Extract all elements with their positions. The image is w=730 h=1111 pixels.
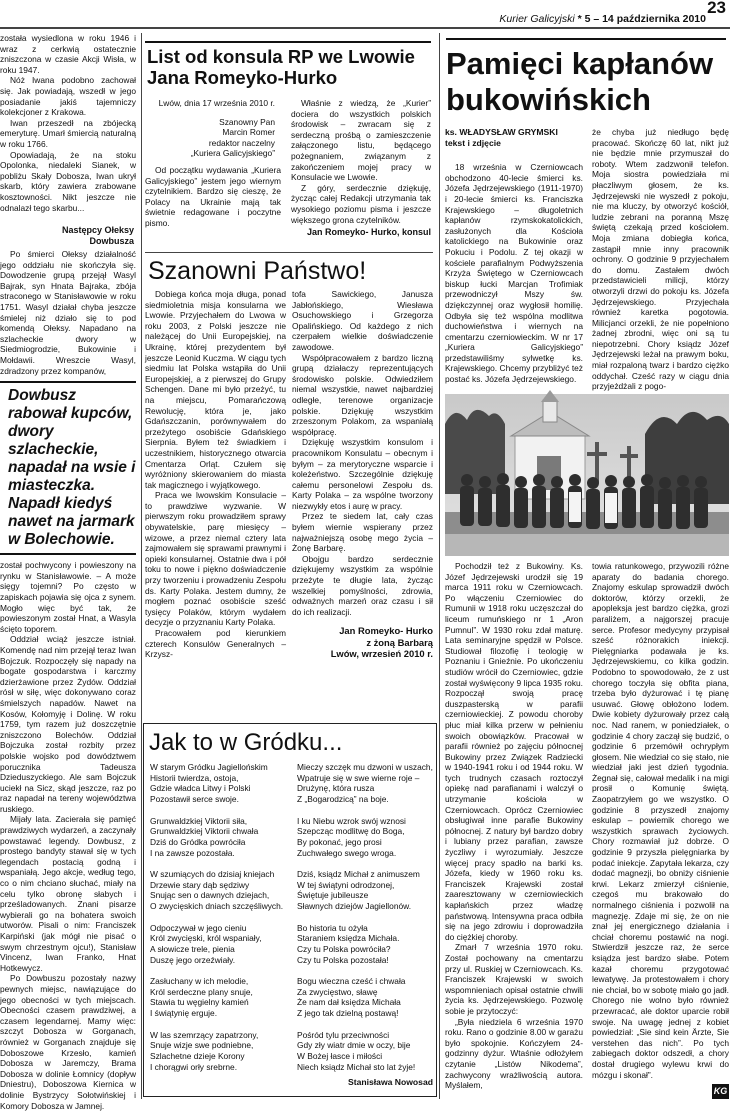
szanowni-para: Dobiega końca moja długa, ponad siedmioletnia misja konsularna we Lwowie. Przyjechałem do Lwowa w roku 2003, z Polski jeszcze nie należącej do Unii Europejskiej, na Ukrainę, której prezydentem był jeszcze Leonid Kuczma. W ciągu tych siedmiu lat Polska wstąpiła do Unii Europejskiej, a z pierwszej do Grupy Schengen. Dane mi było przeżyć, tu na miejscu, Pomarańczową Rewolucję, która je, jako Gdańszczanin, porównywałem do przeżytego osobiście Gdańskiego Sierpnia. Byłem też świadkiem i uczestnikiem, historycznego otwarcia Cmentarza Orląt. Czułem się wyróżniony skierowaniem do miasta tak magicznego i wyjątkowego.	[145, 289, 286, 490]
column-divider	[439, 33, 440, 1099]
letter-date: Lwów, dnia 17 września 2010 r.	[158, 98, 275, 108]
poem-author: Stanisława Nowosad	[347, 1077, 433, 1087]
pamieci-left-upper	[445, 127, 583, 393]
col1-para: Iwan przeszedł na zbójecką emeryturę. Umarł śmiercią naturalną w roku 1766.	[0, 117, 136, 149]
cemetery-photo-image	[445, 394, 729, 556]
kg-logo: KG	[712, 1084, 729, 1099]
szanowni-col-right	[292, 289, 433, 711]
pamieci-para: Pochodził też z Bukowiny. Ks. Józef Jędrzejewski urodził się 19 marca 1911 roku w Czerniowcach. Po włączeniu Czerniowiec do Rumunii w 1918 roku uczęszczał do liceum rumuńskiego nr 1 „Aron Pumnul”. W 1930 roku zdał maturę. Lata seminaryjne spędził w Polsce. Studiował filozofię i teologię w Poznaniu i Gnieźnie. Po ukończeniu studiów wrócił do Czerniowiec, gdzie został wyświęcony 9 lipca 1935 roku. Rozpoczął swoją pracę duszpasterską w parafii czerniowieckiej. Z powodu choroby płuc miał kilka przerw w pełnieniu swoich obowiązków. Pracował w parafii również po zajęciu północnej Bukowiny przez Związek Radziecki w 1940-1941 roku i od 1944 roku. W tych trudnych czasach roztoczył opiekę nad parafianami i walczył o utrzymanie kościoła w Czerniowcach. Oprócz Czerniowiec obsługiwał inne parafie Bukowiny północnej. Z natury był bardzo dobry i lubiany przez parafian, zawsze życzliwy i wyrozumiały. Jeszcze więcej pracy spadło na barki ks. Józefa, kiedy w 1960 roku ks. Franciszek Krajewski został zaaresztowany w czerniowieckich kapłańskich przez władzę państwową. Intensywna praca odbiła się na jego zdrowiu i doprowadziła do ciężkiej choroby.	[445, 561, 583, 942]
poem-stanza: W starym Gródku Jagiellońskim Historii twierdza, ostoja, Gdzie władca Litwy i Polski Pozostawił serce swoje.	[150, 762, 268, 805]
szanowni-para: Obojgu bardzo serdecznie dziękujemy wszystkim za wspólnie przeżyte te długie lata, życząc wszelkiej pomyślności, zdrowia, odważnych marzeń oraz czasu i sił do ich realizacji.	[292, 553, 433, 617]
poem-stanza: Mieczy szczęk mu dzwoni w uszach, Wpatruje się w swe wierne roje – Drużynę, która rusza Z „Bogarodzicą” na boje.	[297, 762, 433, 805]
letter-bottom-rule	[145, 252, 433, 253]
letter-left	[145, 98, 281, 248]
poem-left	[150, 762, 288, 1083]
szanowni-para: Przez te siedem lat, cały czas byłem wiernie wspierany przez najważniejszą osobę mego życia – Żonę Barbarę.	[292, 511, 433, 554]
page-header	[0, 0, 730, 26]
letter-signature: Jan Romeyko- Hurko, konsul	[306, 227, 431, 238]
letter-title-line2: Jana Romeyko-Hurko	[147, 67, 338, 88]
pamieci-left-lower	[445, 561, 583, 1099]
pamieci-title-line1: Pamięci kapłanów	[446, 46, 714, 81]
poem-stanza: Bo historia tu ożyła Staraniem księdza Michała. Czy tu Polska powróciła? Czy tu Polska pozostała!	[297, 922, 400, 965]
pamieci-para: 18 września w Czerniowcach obchodzono 40-lecie śmierci ks. Józefa Jędrzejewskiego (1911-1970) i 20-lecie śmierci ks. Franciszka Krajewskiego – długoletnich kapłanów rzymskokatolickich, zasłużonych dla Kościoła katolickiego na Bukowinie oraz Pokuciu i Podolu. Z tej okazji w kościele parafialnym Podwyższenia Krzyża Świętego w Czerniowcach biskup łucki Marcjan Trofimiak przewodniczył Mszy św. dziękczynnej oraz wygłosił homilię. Odbyła się też wspólna modlitwa duchowieństwa i wiernych na cmentarzu czerniowieckim. W nr 17 „Kuriera Galicyjskiego” przedstawiliśmy sylwetkę ks. Krajewskiego. Chcemy przybliżyć też postać ks. Józefa Jędrzejewskiego.	[445, 162, 583, 385]
szanowni-para: Pracowałem pod kierunkiem czterech Konsulów Generalnych – Krzysz-	[145, 628, 286, 660]
pamieci-author: ks. WŁADYSŁAW GRYMSKI	[445, 127, 558, 137]
group-photo	[445, 394, 729, 556]
col1-para: Opowiadają, że na stoku Opolonka, niedaleki Sianek, w pobliżu Skały Dobosza, Iwan ukrył skarb, który zawiera zrabowane kosztowności. Nikt jeszcze nie odnalazł tego skarbu...	[0, 149, 136, 213]
letter-addressee: Szanowny Pan Marcin Romer redaktor naczelny „Kuriera Galicyjskiego”	[190, 116, 275, 159]
poem-stanza: I ku Niebu wzrok swój wznosi Szepcząc modlitwę do Boga, By pokonać, jego prosi Zuchwałego swego wroga.	[297, 815, 406, 858]
col1-para: Po śmierci Ołeksy działalność jego oddziału nie skończyła się. Dowodzenie grupą przejął Wasyl Bajrak, syn Hnata Bajraka, zbója straconego w Stanisławowie w roku 1751. Wasyl działał chyba jeszcze śmielej niż działo się to pod komendą Ołeksy. Napadano na szlacheckie dwory w Siedmiogrodzie, Bukowinie i Mołdawii. Wreszcie Wasyl, zdradzony przez kompanów,	[0, 249, 136, 376]
paper-title-line	[499, 13, 706, 25]
szanowni-para: Dziękuję wszystkim konsulom i pracownikom Konsulatu – obecnym i byłym – za merytoryczne wsparcie i koleżeństwo. Szczególnie dziękuję całemu personelowi Zespołu ds. Karty Polaka – za wspólne tworzony niezwykły etos i aurę w pracy.	[292, 437, 433, 511]
letter-title-line1: List od konsula RP we Lwowie	[147, 46, 415, 67]
pamieci-para: towia ratunkowego, przywozili różne aparaty do badania chorego. Znajomy eskulap sprowadził dwóch doktorów, którzy orzekli, że apopleksja jest bardzo ciężka, grozi paraliżem, a najgorszej pracuje serce. Profesor medycyny przypisał sześć różnorakich iniekcji. Pielęgniarka podawała je ks. Jędrzejewskiemu, co kilka godzin. Podobno to spowodowało, że z ust chorego toczyła się obfita piana, trzeba było dyżurować i tę pianę usuwać. Głowę obłożono lodem. Dwie kobiety dyżurowały przez całą noc. Nad ranem, w poniedziałek, o godzinie 4 chory zaczął się budzić, o godzinie 6 przemówił ochrypłym głosem. Nie wiedział co się stało, nie wiedział jaki jest dzień tygodnia. Żegnał się, całował medalik i na migi prosił o Komunię świętą. Zaopatrzyłem go we wszystko. O godzinie 8 przyszedł znajomy eskulap – powiemik chorego we wszystkich sprawach życiowych. Chory rozmawiał już dobrze. O godzinie 9 przyszła pielęgniarka by podać iniekcje. Zapytała lekarza, czy dodać magnezji, bo obniży ciśnienie krwi. Lekarz zmierzył ciśnienie, czegoś mu brakowało do normalnego ciśnienia i pozwolił na magnezję. Zdaje mi się, że on nie znał jej energicznego działania i chciał choremu postawić na nogi. Stwierdził jeszcze raz, że serce ksiądza jest bardzo słabe. Potem kazał choremu przygotować lewatywę. Ja protestowałem i chory nie chciał, bo w sobotę miało go jadł. Chorego nie wolno było również przewracać, ale doktor uparcie robił swoje. Na uwagę jednej z kobiet powiedział: „Sie sind kein Ärzte, Sie verstehen das nich”. Po tych zabiegach doktor odszedł, a chory dostał drugiego wylewu krwi do mózgu i skonał”.	[592, 561, 729, 1080]
col1-para: Nóż Iwana podobno zachował się. Jak powiadają, wszedł w jego posiadanie jakiś tajemniczy kolekcjoner z Krakowa.	[0, 75, 136, 118]
pamieci-para: „Była niedziela 6 września 1970 roku. Rano o godzinie 8.00 w garażu było spokojnie. Kończyłem 24-godzinny dyżur. Wtaśnie odłożyłem czytanie „Listów Nikodema”, zachwycony wrażliwością autora. Myślałem,	[445, 1016, 583, 1091]
col1-para: została wysiedlona w roku 1946 i wraz z cerkwią ostatecznie zniszczona w czasie Akcji Wisła, w roku 1947.	[0, 33, 136, 75]
poem-stanza: Dziś, ksiądz Michał z animuszem W tej świątyni odrodzonej, Świętuje jubileusze Sławnych dziejów Jagiellonów.	[297, 869, 420, 912]
letter-right	[291, 98, 431, 248]
poem-right	[297, 762, 433, 1088]
letter-para: Od początku wydawania „Kuriera Galicyjskiego” jestem jego wiernym czytelnikiem. Bardzo się cieszę, że Polacy na Ukrainie mają tak świetnie redagowane i poczytne pismo.	[145, 164, 281, 228]
letter-para: Z góry, serdecznie dziękuję, życząc całej Redakcji utrzymania tak wysokiego poziomu pisma i jeszcze większego grona czytelników.	[291, 182, 431, 225]
header-rule	[0, 27, 730, 29]
szanowni-para: Współpracowałem z bardzo liczną grupą działaczy reprezentujących środowisko polskie. Odwiedziłem niemal wszystkie, nawet najbardziej odległe, terenowe organizacje polskie. Dziękuję wszystkim zrzeszonym Polakom, za wspaniałą współpracę.	[292, 352, 433, 437]
szanowni-col-left	[145, 289, 286, 711]
col1-para: Oddział wciąż jeszcze istniał. Komendę nad nim przejął teraz Iwan Bojczuk. Rozpoczęły się napady na bogate gospodarstwa i karczmy dzierżawione przez Żydów. Oddział rósł w siłę, więc dokonywano coraz śmielszych napadów. Nawet na Kosów, Kołomyję i Dolinę. W roku 1759, tym razem już doszczętnie zniszczono Bolechów. Oddział Bojczuka został rozbity przez polskie wojsko pod dowództwem porucznika Tadeusza Dzieduszyckiego. Ale sam Bojczuk uciekł na Sicz, skąd jeszcze, raz po raz napadał na tereny województwa ruskiego.	[0, 634, 136, 814]
szanowni-para: tofa Sawickiego, Janusza Jabłońskiego, Wiesława Osuchowskiego i Grzegorza Opalińskiego. Od każdego z nich czerpałem wielkie doświadczenie zawodowe.	[292, 289, 433, 352]
poem-stanza: Grunwaldzkiej Viktorii siła, Grunwaldzkiej Viktorii chwała Dziś do Gródka powróciła I na zawsze pozostała.	[150, 815, 259, 858]
pamieci-title	[446, 38, 726, 118]
pamieci-right-upper	[592, 127, 729, 393]
page-number: 23	[707, 0, 726, 17]
pamieci-para: że chyba już niedługo będę pracować. Skończę 60 lat, nikt już nie będzie mnie przymuszał do roboty. Wtem zadzwonił telefon. Moja siostra powiedziała mi płaczliwym głosem, że ks. Jędrzejewski nie wyszedł z pokoju, nie ma kluczy, by otworzyć kościół, ludzie zebrani na poranną Mszę świętą czekają przed kościołem. Moja zmiana dobiegła końca, zastąpił mnie inny pracownik ochrony. O godzinie 9 przyjechałem do domu. Zastałem dwóch przedstawicieli milicji, którzy otworzyli drzwi do pokoju ks. Józefa Jędrzejewskiego. Przyjechała również karetka pogotowia. Milicjanci orzekli, że nie popełniono żadnej zbrodni, więc oni są tu niepotrzebni. Chory ksiądz Józef Jędrzejewski leżał na prawym boku, miał rozpaloną twarz i bardzo ciężko oddychał. Cześć razy w ciągu dnia przyjeżdżali z pogo-	[592, 127, 729, 392]
pamieci-right-lower	[592, 561, 729, 1079]
szanowni-signature: Jan Romeyko- Hurko z żoną Barbarą Lwów, wrzesień 2010 r.	[330, 625, 433, 660]
col1-para: Mijały lata. Zacierała się pamięć prawdziwych wydarzeń, a zaczynały powstawać legendy. Dowbusz, z prostego bandyty stawał się w tych legendach postacią godną i wspaniałą. Jego akcje, według tego, co o nim chciano słuchać, miały na celu tylko obronę słabych i prześladowanych. Znani pisarze wybierali go na bohatera swoich utworów. Pisali o nim: Franciszek Karpiński (jak mógł nie pisać o swym chrzestnym ojcu!), Stanisław Vincenz, Iwan Franko, Hnat Hotkewycz.	[0, 814, 136, 973]
letter-title	[145, 43, 431, 88]
pamieci-credit: tekst i zdjęcie	[445, 137, 501, 148]
pamieci-para: Zmarł 7 września 1970 roku. Został pochowany na cmentarzu przy ul. Ruskiej w Czerniowcach. Ks. Franciszek Krajewski w swoich wspomnieniach opisał ostatnie chwili życia ks. Jędrzejewskiego. Pozwolę sobie je przytoczyć:	[445, 942, 583, 1016]
szanowni-title: Szanowni Państwo!	[148, 257, 367, 285]
szanowni-para: Praca we lwowskim Konsulacie – to prawdziwe wyzwanie. W pierwszym roku prowadziłem sprawy obywatelskie, parę miesięcy – wizowe, a przez niemal cztery lata zajmowałem się sprawami prawnymi i opieki konsularnej. Ostatnie dwa i pół toku to nowe i piękno doświadczenie przy tworzeniu i prowadzeniu Zespołu ds. Karty Polaka. Jestem dumny, że mogłem poznać osobiście sześć tysięcy Polaków, którym wydałem decyzje o przyznaniu Karty Polaka.	[145, 490, 286, 628]
col1-para: został pochwycony i powieszony na rynku w Stanisławowie. – A może sięgy tojemni? Po często w zapiskach pojawia się ojca z synem. Mogło więc być tak, że powieszonym został Hnat, a Wasyla ścięto toporem.	[0, 560, 136, 634]
poem-stanza: Zasłuchany w ich melodie, Król serdeczne plany snuje, Stawia tu węgielny kamień I świątynię erguje.	[150, 976, 253, 1019]
poem-stanza: Bogu wieczna cześć i chwała Za zwycięstwo, sławę Że nam dał księdza Michała Z jego tak dzielną postawą!	[297, 976, 406, 1019]
col1-para: Po Dowbuszu pozostały nazwy pewnych miejsc, nawiązujące do jego obecności w tych miejscach. Obecności czasem prawdziwej, a czasem legendarnej. Mamy więc: szczyt Dobosza w Gorganach, również w Gorganach znajduje się Doboszowe Krzesło, kamień Dobosza w Jaremczy, Brama Dobosza w dolinie Łomnicy (dopływ Dniestru), Doboszowa Kiernica w dolinie Bystrzycy Sołotwińskiej i Komory Dobosza w Jamnej.	[0, 973, 136, 1111]
paper-title: Kurier Galicyjski	[499, 13, 575, 25]
col1-subhead: Następcy Ołeksy Dowbusza	[61, 225, 134, 247]
poem-stanza: Odpoczywał w jego cieniu Król zwycięski, król wspaniały, A słowicze trele, pienia Duszę jego orzeźwiały.	[150, 922, 262, 965]
pull-quote: Dowbusz rabował kupców, dwory szlacheckie, napadał na wsie i miasteczka. Napadł kiedyś nawet na jarmark w Bolechowie.	[0, 381, 136, 555]
poem-title: Jak to w Gródku...	[149, 729, 343, 756]
letter-box	[145, 41, 431, 249]
letter-para: Właśnie z wiedzą, że „Kurier” dociera do wszystkich polskich środowisk – zwracam się z serdeczną prośbą o zamieszczenie załączonego listu, będącego pożegnaniem, związanym z zakończeniem mojej pracy w Konsulacie we Lwowie.	[291, 98, 431, 183]
poem-stanza: Pośród tylu przeciwności Gdy zły wiatr dmie w oczy, bije W Bożej łasce i miłości Niech ksiądz Michał sto lat żyje!	[297, 1029, 416, 1072]
pamieci-title-line2: bukowińskich	[446, 82, 651, 117]
poem-box	[143, 723, 437, 1097]
dowbusz-column	[0, 33, 136, 1111]
poem-stanza: W las szemrzący zapatrzony, Snuje wizje swe podniebne, Szlachetne dzieje Korony I chorągwi orły srebrne.	[150, 1029, 259, 1072]
pamieci-byline	[445, 127, 583, 148]
issue-date: * 5 – 14 października 2010	[577, 13, 706, 25]
column-divider	[141, 33, 142, 1099]
poem-stanza: W szumiących do dzisiaj kniejach Drzewie stary dąb sędziwy Snując sen o dawnych dziejach, O zwycięskich dniach szczęśliwych.	[150, 869, 284, 912]
